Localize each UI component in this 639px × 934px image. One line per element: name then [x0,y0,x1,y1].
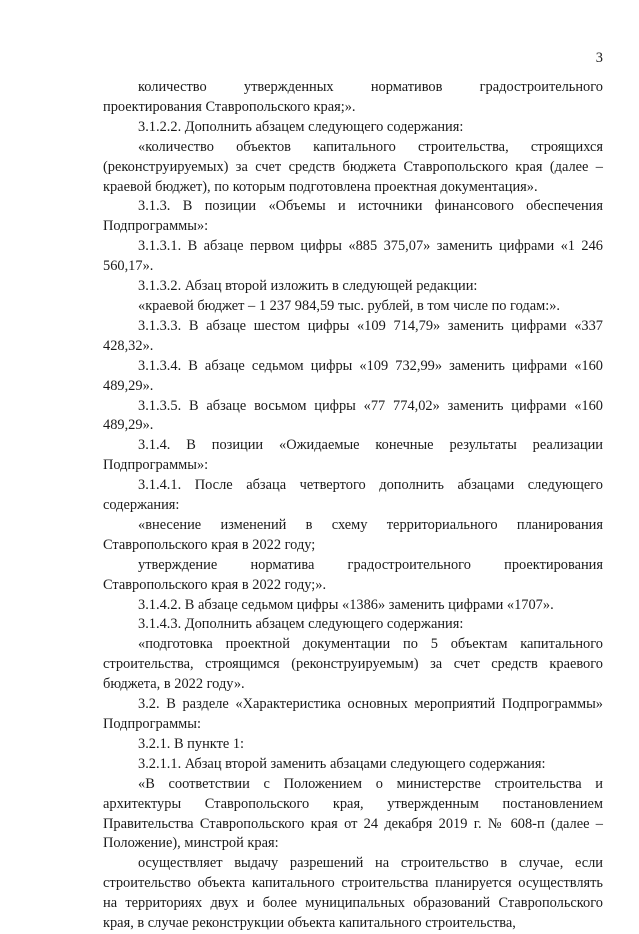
paragraph: 3.2. В разделе «Характеристика основных мероприятий Подпрограммы» Подпрограммы: [103,696,603,732]
paragraph: 3.1.4. В позиции «Ожидаемые конечные результаты реализации Подпрограммы»: [103,437,603,474]
page-number: 3 [595,50,603,66]
paragraph: утверждение норматива градостроительного проектирования Ставропольского края в 2022 году;». [103,556,603,593]
paragraph: 3.1.4.1. После абзаца четвертого дополнить абзацами следующего содержания: [103,477,603,514]
paragraph: 3.1.3.2. Абзац второй изложить в следующей редакции: [138,278,478,295]
paragraph: 3.1.4.3. Дополнить абзацем следующего содержания: [138,616,464,633]
paragraph: осуществляет выдачу разрешений на строительство в случае, если строительство объекта капитального строительства планируется осуществлять на территориях двух и более муниципальных образований Ставропольского края, в случае реконструкции объекта капитального строительства, [103,855,603,932]
paragraph: «внесение изменений в схему территориального планирования Ставропольского края в 2022 году; [103,516,603,553]
paragraph: количество утвержденных нормативов градостроительного проектирования Ставропольского края;». [103,79,603,115]
paragraph: 3.1.3.5. В абзаце восьмом цифры «77 774,02» заменить цифрами «160 489,29». [103,397,603,434]
paragraph: 3.1.3.3. В абзаце шестом цифры «109 714,79» заменить цифрами «337 428,32». [103,317,603,354]
paragraph: «краевой бюджет – 1 237 984,59 тыс. рублей, в том числе по годам:». [138,297,560,314]
paragraph: 3.1.2.2. Дополнить абзацем следующего содержания: [138,118,464,135]
paragraph: 3.1.3. В позиции «Объемы и источники финансового обеспечения Подпрограммы»: [103,198,603,235]
paragraph: «количество объектов капитального строительства, строящихся (реконструируемых) за счет средств бюджета Ставропольского края (далее – краевой бюджет), по которым подготовлена проектная документация». [103,138,603,195]
paragraph: «подготовка проектной документации по 5 объектам капитального строительства, строящимся (реконструируемым) за счет средств краевого бюджета, в 2022 году». [103,636,603,693]
paragraph: 3.1.3.1. В абзаце первом цифры «885 375,07» заменить цифрами «1 246 560,17». [103,238,603,275]
paragraph: 3.2.1. В пункте 1: [138,735,245,752]
paragraph: 3.1.3.4. В абзаце седьмом цифры «109 732,99» заменить цифрами «160 489,29». [103,357,603,394]
paragraph: 3.1.4.2. В абзаце седьмом цифры «1386» заменить цифрами «1707». [138,596,554,613]
paragraph: «В соответствии с Положением о министерстве строительства и архитектуры Ставропольского края, утвержденным постановлением Правительства Ставропольского края от 24 декабря 2019 г. № 608-п (далее – Положение), минстрой края: [103,775,603,852]
paragraph: 3.2.1.1. Абзац второй заменить абзацами следующего содержания: [138,755,546,772]
document-body [103,78,603,934]
